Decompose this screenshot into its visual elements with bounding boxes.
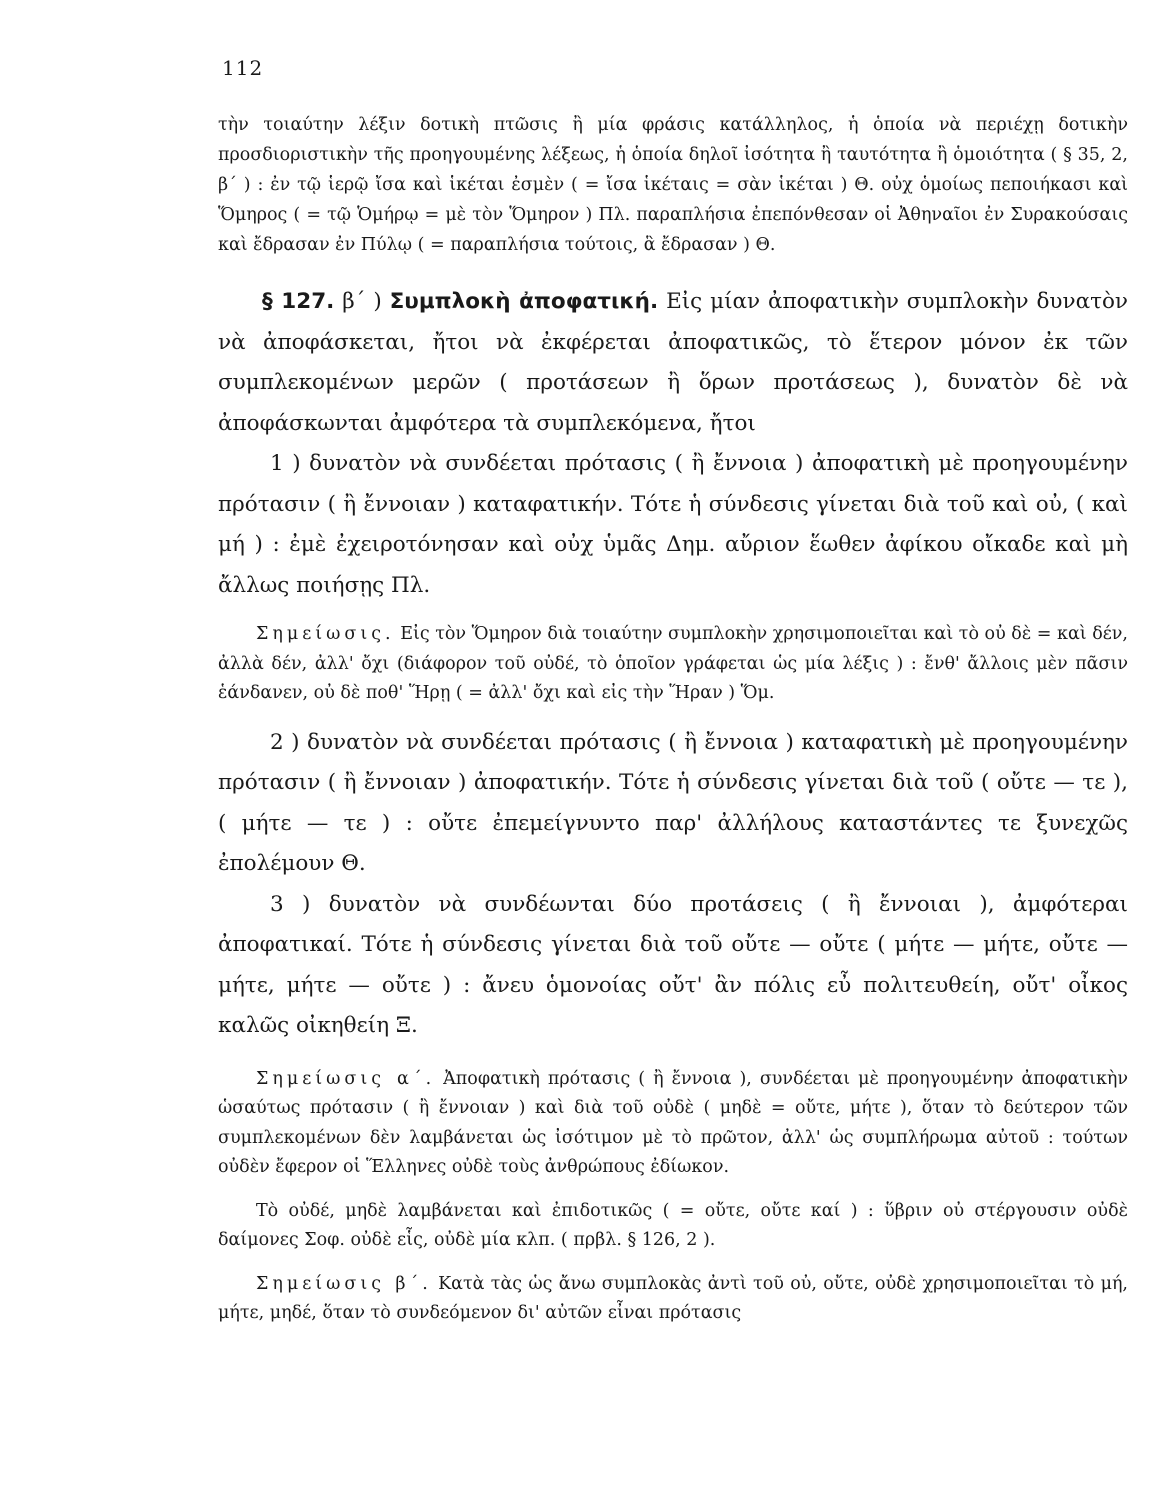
note-1-label: Σημείωσις. [256,624,395,644]
section-text: Εἰς μίαν ἀποφατικὴν συμπλοκὴν δυνατὸν νὰ ἀποφάσκεται, ἤτοι νὰ ἐκφέρεται ἀποφατικῶς, τὸ ἕτερον μόνον ἐκ τῶν συμπλεκομένων μερῶν ( προτάσεων ἢ ὅρων προτάσεως ), δυνατὸν δὲ νὰ ἀποφάσκωνται ἀμφότερα τὰ συμπλεκόμενα, ἤτοι [218,289,1128,436]
note-2-text: Ἀποφατικὴ πρότασις ( ἢ ἔννοια ), συνδέεται μὲ προηγουμένην ἀποφατικὴν ὡσαύτως πρότασιν ( ἢ ἔννοιαν ) καὶ διὰ τοῦ οὐδὲ ( μηδὲ = οὔτε, μήτε ), ὅταν τὸ δεύτερον τῶν συμπλεκομένων δὲν λαμβάνεται ὡς ἰσότιμον μὲ τὸ πρῶτον, ἀλλ' ὡς συμπλήρωμα αὐτοῦ : τούτων οὐδὲν ἔφερον οἱ Ἕλληνες οὐδὲ τοὺς ἀνθρώπους ἐδίωκον. [218,1068,1129,1177]
point-1-paragraph: 1 ) δυνατὸν νὰ συνδέεται πρότασις ( ἢ ἔννοια ) ἀποφατικὴ μὲ προηγουμένην πρότασιν ( ἢ ἔννοιαν ) καταφατικήν. Τότε ἡ σύνδεσις γίνεται διὰ τοῦ καὶ οὐ, ( καὶ μή ) : ἐμὲ ἐχειροτόνησαν καὶ οὐχ ὑμᾶς Δημ. αὔριον ἕωθεν ἀφίκου οἴκαδε καὶ μὴ ἄλλως ποιήσῃς Πλ. [218,451,1128,598]
note-4-label: Σημείωσις β΄. [256,1273,432,1294]
point-2-paragraph: 2 ) δυνατὸν νὰ συνδέεται πρότασις ( ἢ ἔννοια ) καταφατικὴ μὲ προηγουμένην πρότασιν ( ἢ ἔννοιαν ) ἀποφατικήν. Τότε ἡ σύνδεσις γίνεται διὰ τοῦ ( οὔτε — τε ), ( μήτε — τε ) : οὔτε ἐπεμείγνυντο παρ' ἀλλήλους καταστάντες τε ξυνεχῶς ἐπολέμουν Θ. [218,729,1128,876]
point-3-paragraph: 3 ) δυνατὸν νὰ συνδέωνται δύο προτάσεις ( ἢ ἔννοιαι ), ἀμφότεραι ἀποφατικαί. Τότε ἡ σύνδεσις γίνεται διὰ τοῦ οὔτε — οὔτε ( μήτε — μήτε, οὔτε — μήτε, μήτε — οὔτε ) : ἄνευ ὁμονοίας οὔτ' ἂν πόλις εὖ πολιτευθείη, οὔτ' οἶκος καλῶς οἰκηθείη Ξ. [218,891,1128,1038]
note-4-text: Κατὰ τὰς ὡς ἄνω συμπλοκὰς ἀντὶ τοῦ οὐ, οὔτε, οὐδὲ χρησιμοποιεῖται τὸ μή, μήτε, μηδέ, ὅταν τὸ συνδεόμενον δι' αὐτῶν εἶναι πρότασις [218,1273,1128,1323]
note-2-label: Σημείωσις α΄. [256,1068,436,1089]
note-1-text: Εἰς τὸν Ὅμηρον διὰ τοιαύτην συμπλοκὴν χρησιμοποιεῖται καὶ τὸ οὐ δὲ = καὶ δέν, ἀλλὰ δέν, ἀλλ' ὄχι (διάφορον τοῦ οὐδέ, τὸ ὁποῖον γράφεται ὡς μία λέξις ) : ἔνθ' ἄλλοις μὲν πᾶσιν ἑάνδανεν, οὐ δὲ ποθ' Ἥρῃ ( = ἀλλ' ὄχι καὶ εἰς τὴν Ἥραν ) Ὅμ. [218,624,1128,703]
note-1-paragraph [218,620,1128,709]
section-127-paragraph [218,282,1128,444]
note-2-paragraph [218,1065,1128,1183]
section-title: Συμπλοκὴ ἀποφατική. [389,289,659,314]
page-number: 112 [222,56,264,80]
note-4-paragraph [218,1270,1128,1329]
note-3-paragraph: Τὸ οὐδέ, μηδὲ λαμβάνεται καὶ ἐπιδοτικῶς ( = οὔτε, οὔτε καί ) : ὕβριν οὐ στέργουσιν οὐδὲ δαίμονες Σοφ. οὐδὲ εἷς, οὐδὲ μία κλπ. ( πρβλ. § 126, 2 ). [218,1200,1128,1250]
section-label: β΄ ) [342,289,382,314]
intro-paragraph: τὴν τοιαύτην λέξιν δοτικὴ πτῶσις ἢ μία φράσις κατάλληλος, ἡ ὁποία νὰ περιέχῃ δοτικὴν προσδιοριστικὴν τῆς προηγουμένης λέξεως, ἡ ὁποία δηλοῖ ἰσότητα ἢ ταυτότητα ἢ ὁμοιότητα ( § 35, 2, β΄ ) : ἐν τῷ ἱερῷ ἴσα καὶ ἱκέται ἐσμὲν ( = ἴσα ἱκέταις = σὰν ἱκέται ) Θ. οὐχ ὁμοίως πεποιήκασι καὶ Ὅμηρος ( = τῷ Ὁμήρῳ = μὲ τὸν Ὅμηρον ) Πλ. παραπλήσια ἐπεπόνθεσαν οἱ Ἀθηναῖοι ἐν Συρακούσαις καὶ ἔδρασαν ἐν Πύλῳ ( = παραπλήσια τούτοις, ἃ ἔδρασαν ) Θ. [218,115,1128,255]
page-body [218,110,1128,1329]
section-number: § 127. [262,289,335,314]
